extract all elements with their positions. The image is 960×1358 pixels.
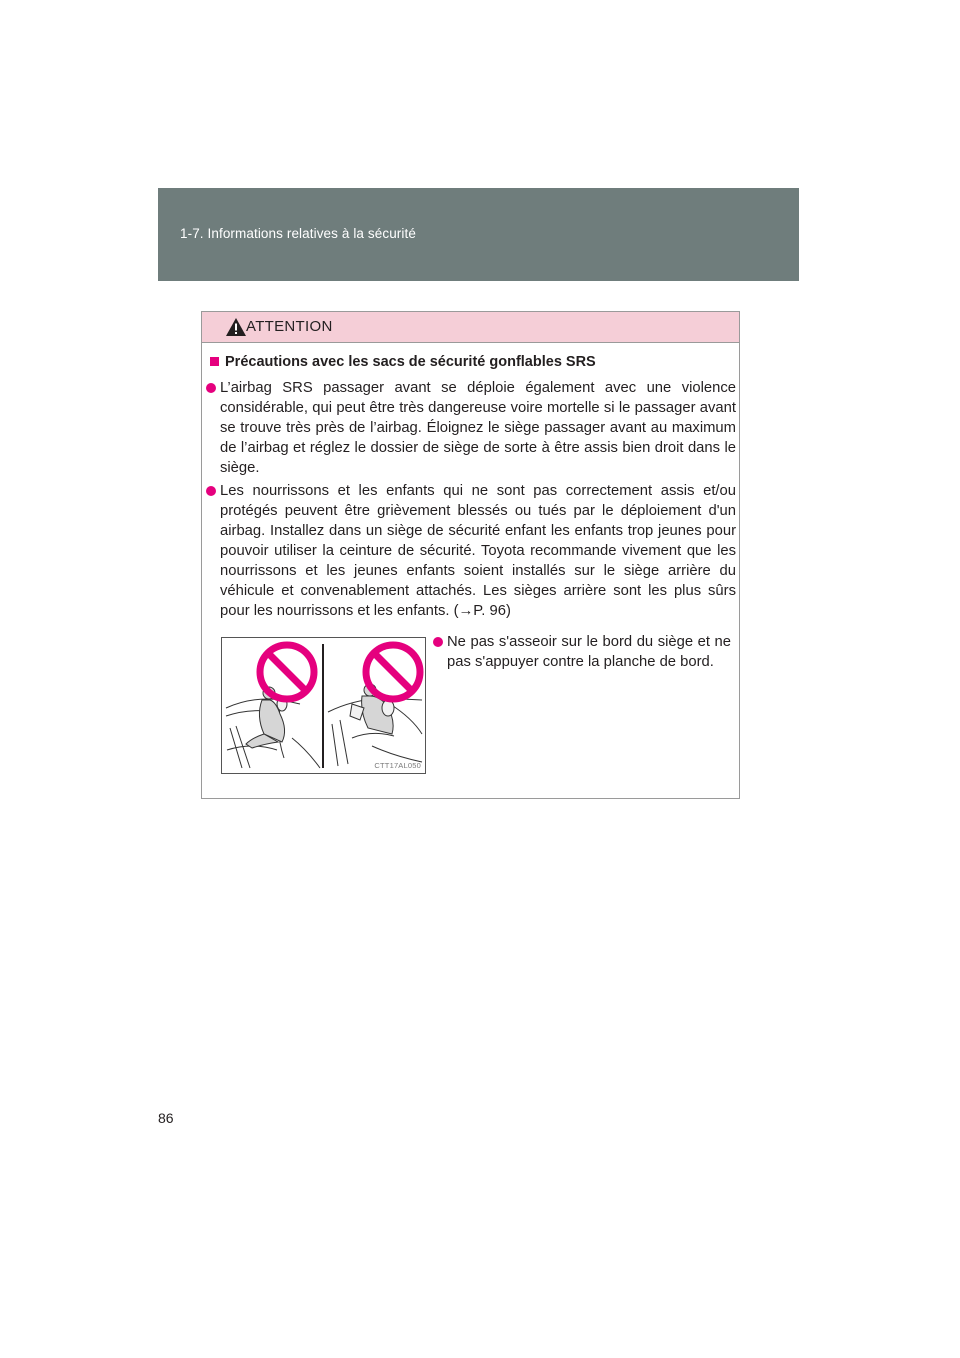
square-bullet-icon xyxy=(210,357,219,366)
bullet-dot-icon xyxy=(206,486,216,496)
warning-box xyxy=(201,311,740,799)
illustration xyxy=(221,637,426,774)
bullet-item xyxy=(220,378,736,478)
bullet-text: Ne pas s'asseoir sur le bord du siège et ne pas s'appuyer contre la planche de bord. xyxy=(447,634,731,670)
bullet-item xyxy=(447,632,731,672)
prohibition-icon xyxy=(260,645,314,699)
page-number: 86 xyxy=(158,1110,174,1126)
bullet-text: Les nourrissons et les enfants qui ne sont pas correctement assis et/ou protégés peuvent être grièvement blessés ou tués par le déploiement d'un airbag. Installez dans un siège de sécurité enfant les enfants trop jeunes pour pouvoir utiliser la ceinture de sécurité. Toyota recommande vivement que les nourrissons et les jeunes enfants soient installés sur le siège arrière du véhicule et convenablement attachés. Les sièges arrière sont les plus sûrs pour les nourrissons et les enfants. (→P. 96) xyxy=(220,483,736,619)
bullet-dot-icon xyxy=(433,637,443,647)
bullet-dot-icon xyxy=(206,383,216,393)
bullet-text: L’airbag SRS passager avant se déploie également avec une violence considérable, qui peut être très dangereuse voire mortelle si le passager avant se trouve très près de l’airbag. Éloignez le siège passager avant au maximum de l’airbag et réglez le dossier de siège de sorte à être assis bien droit dans le siège. xyxy=(220,380,736,476)
subheading xyxy=(210,354,596,370)
illustration-drawing xyxy=(222,638,425,773)
subheading-text: Précautions avec les sacs de sécurité gonflables SRS xyxy=(225,354,596,370)
prohibition-icon xyxy=(366,645,420,699)
warning-header xyxy=(202,312,739,343)
warning-triangle-icon xyxy=(225,317,247,337)
warning-title: ATTENTION xyxy=(246,318,333,335)
header-band xyxy=(158,188,799,281)
illustration-code: CTT17AL050 xyxy=(374,761,421,770)
section-title: 1-7. Informations relatives à la sécurité xyxy=(180,226,416,241)
bullet-item xyxy=(220,481,736,621)
